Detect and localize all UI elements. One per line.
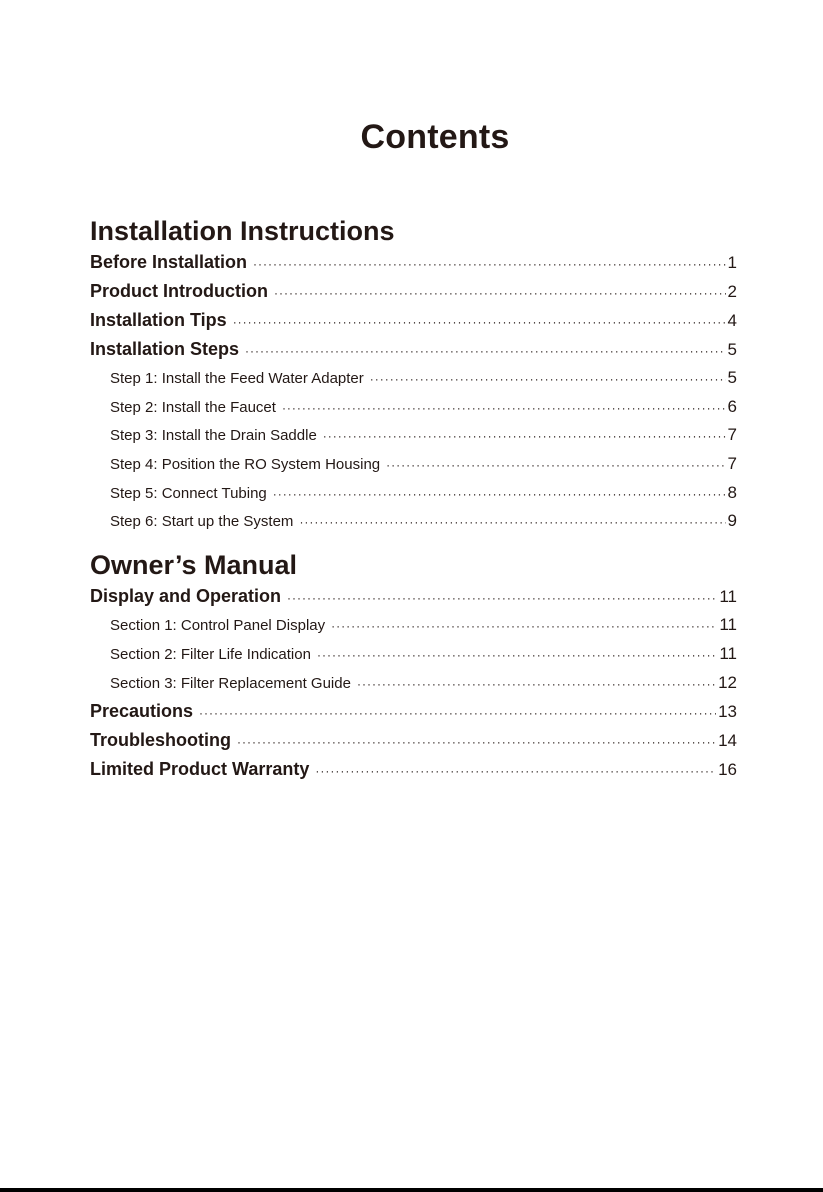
toc-page-number: 11 [719,587,737,607]
toc-subentry[interactable] [90,507,737,536]
toc-entry-label: Step 2: Install the Faucet [110,398,276,416]
toc-entry-label: Product Introduction [90,281,268,301]
toc-page-number: 6 [727,396,737,416]
toc-page-number: 13 [718,702,737,722]
bottom-border [0,1188,823,1192]
toc-page-number: 5 [727,340,737,359]
toc-page-number: 7 [727,454,737,474]
dot-leader [323,422,726,451]
dot-leader [370,365,726,394]
toc-subentry[interactable] [90,611,737,640]
toc-page-number: 8 [727,482,737,502]
toc-entry-label: Limited Product Warranty [90,759,310,780]
dot-leader [282,394,726,423]
section-heading: Installation Instructions [90,216,395,246]
page-title: Contents [360,118,510,156]
toc-entry[interactable] [90,697,737,726]
toc-entry-label: Section 2: Filter Life Indication [110,645,311,663]
toc-subentry[interactable] [90,450,737,479]
toc-entry-label: Section 1: Control Panel Display [110,617,326,635]
dot-leader [287,584,717,613]
dot-leader [331,612,717,641]
toc-page-number: 5 [727,368,737,387]
toc-entry-label: Step 4: Position the RO System Housing [110,456,381,474]
dot-leader [233,308,726,337]
toc-subentry[interactable] [90,669,737,698]
toc-entry-label: Step 5: Connect Tubing [110,484,267,502]
toc-page-number: 14 [718,731,737,751]
toc-page-number: 11 [719,643,737,663]
toc-page-number: 9 [727,511,737,531]
dot-leader [245,337,726,366]
toc-entry[interactable] [90,248,737,277]
table-of-contents [90,214,737,784]
section-heading: Owner’s Manual [90,550,298,581]
toc-entry[interactable] [90,335,737,364]
toc-subentry[interactable] [90,393,737,422]
toc-entry-label: Display and Operation [90,586,282,607]
toc-page-number: 11 [719,615,737,635]
toc-subentry[interactable] [90,479,737,508]
toc-page-number: 12 [718,672,737,692]
toc-entry[interactable] [90,277,737,306]
dot-leader [357,670,716,699]
toc-entry-label: Installation Steps [90,339,240,359]
toc-subentry[interactable] [90,421,737,450]
toc-entry-label: Section 3: Filter Replacement Guide [110,674,351,692]
toc-entry[interactable] [90,755,737,784]
toc-entry-label: Step 3: Install the Drain Saddle [110,427,317,445]
toc-page-number: 7 [727,425,737,445]
toc-entry-label: Step 1: Install the Feed Water Adapter [110,370,364,387]
toc-entry[interactable] [90,306,737,335]
toc-entry-label: Precautions [90,701,194,722]
toc-section-owners-manual [90,548,737,784]
dot-leader [317,641,717,670]
dot-leader [386,451,725,480]
dot-leader [299,508,725,537]
dot-leader [199,699,716,728]
toc-section-installation [90,214,737,536]
dot-leader [237,728,716,757]
toc-entry-label: Step 6: Start up the System [110,513,294,531]
toc-page-number: 4 [727,311,737,330]
toc-entry-label: Installation Tips [90,310,227,330]
toc-entry[interactable] [90,582,737,611]
toc-entry-label: Troubleshooting [90,730,231,751]
toc-subentry[interactable] [90,640,737,669]
toc-subentry[interactable] [90,364,737,393]
dot-leader [274,279,726,308]
dot-leader [273,480,726,509]
toc-entry[interactable] [90,726,737,755]
toc-page-number: 16 [718,760,737,780]
toc-page-number: 2 [727,282,737,301]
dot-leader [315,757,716,786]
dot-leader [253,250,726,279]
toc-page-number: 1 [727,253,737,272]
toc-entry-label: Before Installation [90,252,248,272]
